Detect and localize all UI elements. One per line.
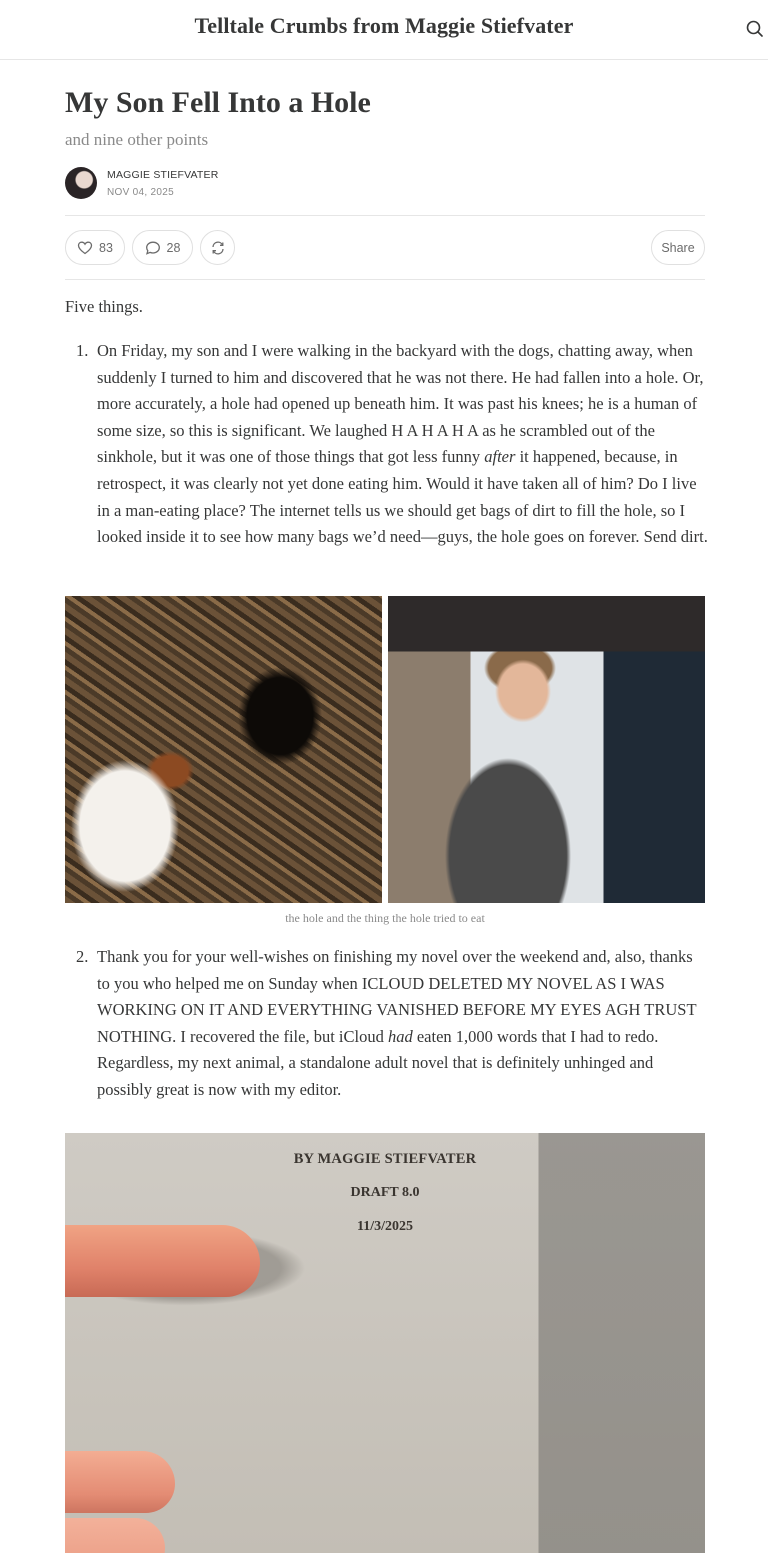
finger: [65, 1451, 175, 1513]
like-count: 83: [99, 240, 113, 255]
comment-button[interactable]: [132, 230, 193, 265]
image-caption: the hole and the thing the hole tried to eat: [285, 911, 485, 925]
draft-date: 11/3/2025: [356, 1219, 413, 1234]
manuscript-draft-photo[interactable]: [65, 1133, 705, 1553]
finger: [65, 1518, 165, 1553]
draft-version: DRAFT 8.0: [350, 1185, 420, 1200]
draft-byline: BY MAGGIE STIEFVATER: [293, 1151, 477, 1167]
list-number: 1.: [76, 341, 89, 360]
post-subtitle: and nine other points: [65, 130, 209, 149]
pointing-finger: [65, 1225, 260, 1297]
intro-paragraph: Five things.: [65, 297, 143, 316]
divider: [65, 279, 705, 280]
sinkhole-photo[interactable]: [65, 596, 382, 903]
list-number: 2.: [76, 947, 89, 966]
post-title: My Son Fell Into a Hole: [65, 86, 371, 119]
list-item-text: Thank you for your well-wishes on finishing my novel over the weekend and, also, thanks to you who helped me on Sunday when ICLOUD DELETED MY NOVEL AS I WAS WORKING ON IT AND EVERYTHING VANISHED BEFORE MY EYES AGH TRUST NOTHING. I recovered the file, but iCloud had eaten 1,000 words that I had to redo. Regardless, my next animal, a standalone adult novel that is definitely unhinged and possibly great is now with my editor.: [97, 947, 697, 1099]
top-bar: [0, 0, 768, 60]
publication-title[interactable]: Telltale Crumbs from Maggie Stiefvater: [194, 13, 574, 38]
author-name[interactable]: MAGGIE STIEFVATER: [107, 169, 219, 181]
divider: [65, 215, 705, 216]
comment-icon: [145, 240, 161, 256]
author-avatar[interactable]: [65, 167, 97, 199]
share-label: Share: [661, 240, 695, 255]
list-item-text: On Friday, my son and I were walking in the backyard with the dogs, chatting away, when suddenly I turned to him and discovered that he was not there. He had fallen into a hole. Or, more accurately, a hole had opened up beneath him. It was past his knees; he is a human of some size, so this is significant. We laughed H A H A H A as he scrambled out of the sinkhole, but it was one of those things that got less funny after it happened, because, in retrospect, it was clearly not yet done eating him. Would it have taken all of him? Do I live in a man-eating place? The internet tells us we should get bags of dirt to fill the hole, so I looked inside it to see how many bags we’d need—guys, the hole goes on forever. Send dirt.: [97, 341, 708, 547]
restack-icon: [210, 240, 226, 256]
restack-button[interactable]: [200, 230, 235, 265]
search-icon[interactable]: [744, 18, 766, 40]
heart-icon: [77, 240, 93, 256]
post-date: NOV 04, 2025: [107, 187, 174, 198]
share-button[interactable]: [651, 230, 705, 265]
comment-count: 28: [166, 240, 181, 255]
son-with-cat-photo[interactable]: [388, 596, 705, 903]
like-button[interactable]: [65, 230, 125, 265]
